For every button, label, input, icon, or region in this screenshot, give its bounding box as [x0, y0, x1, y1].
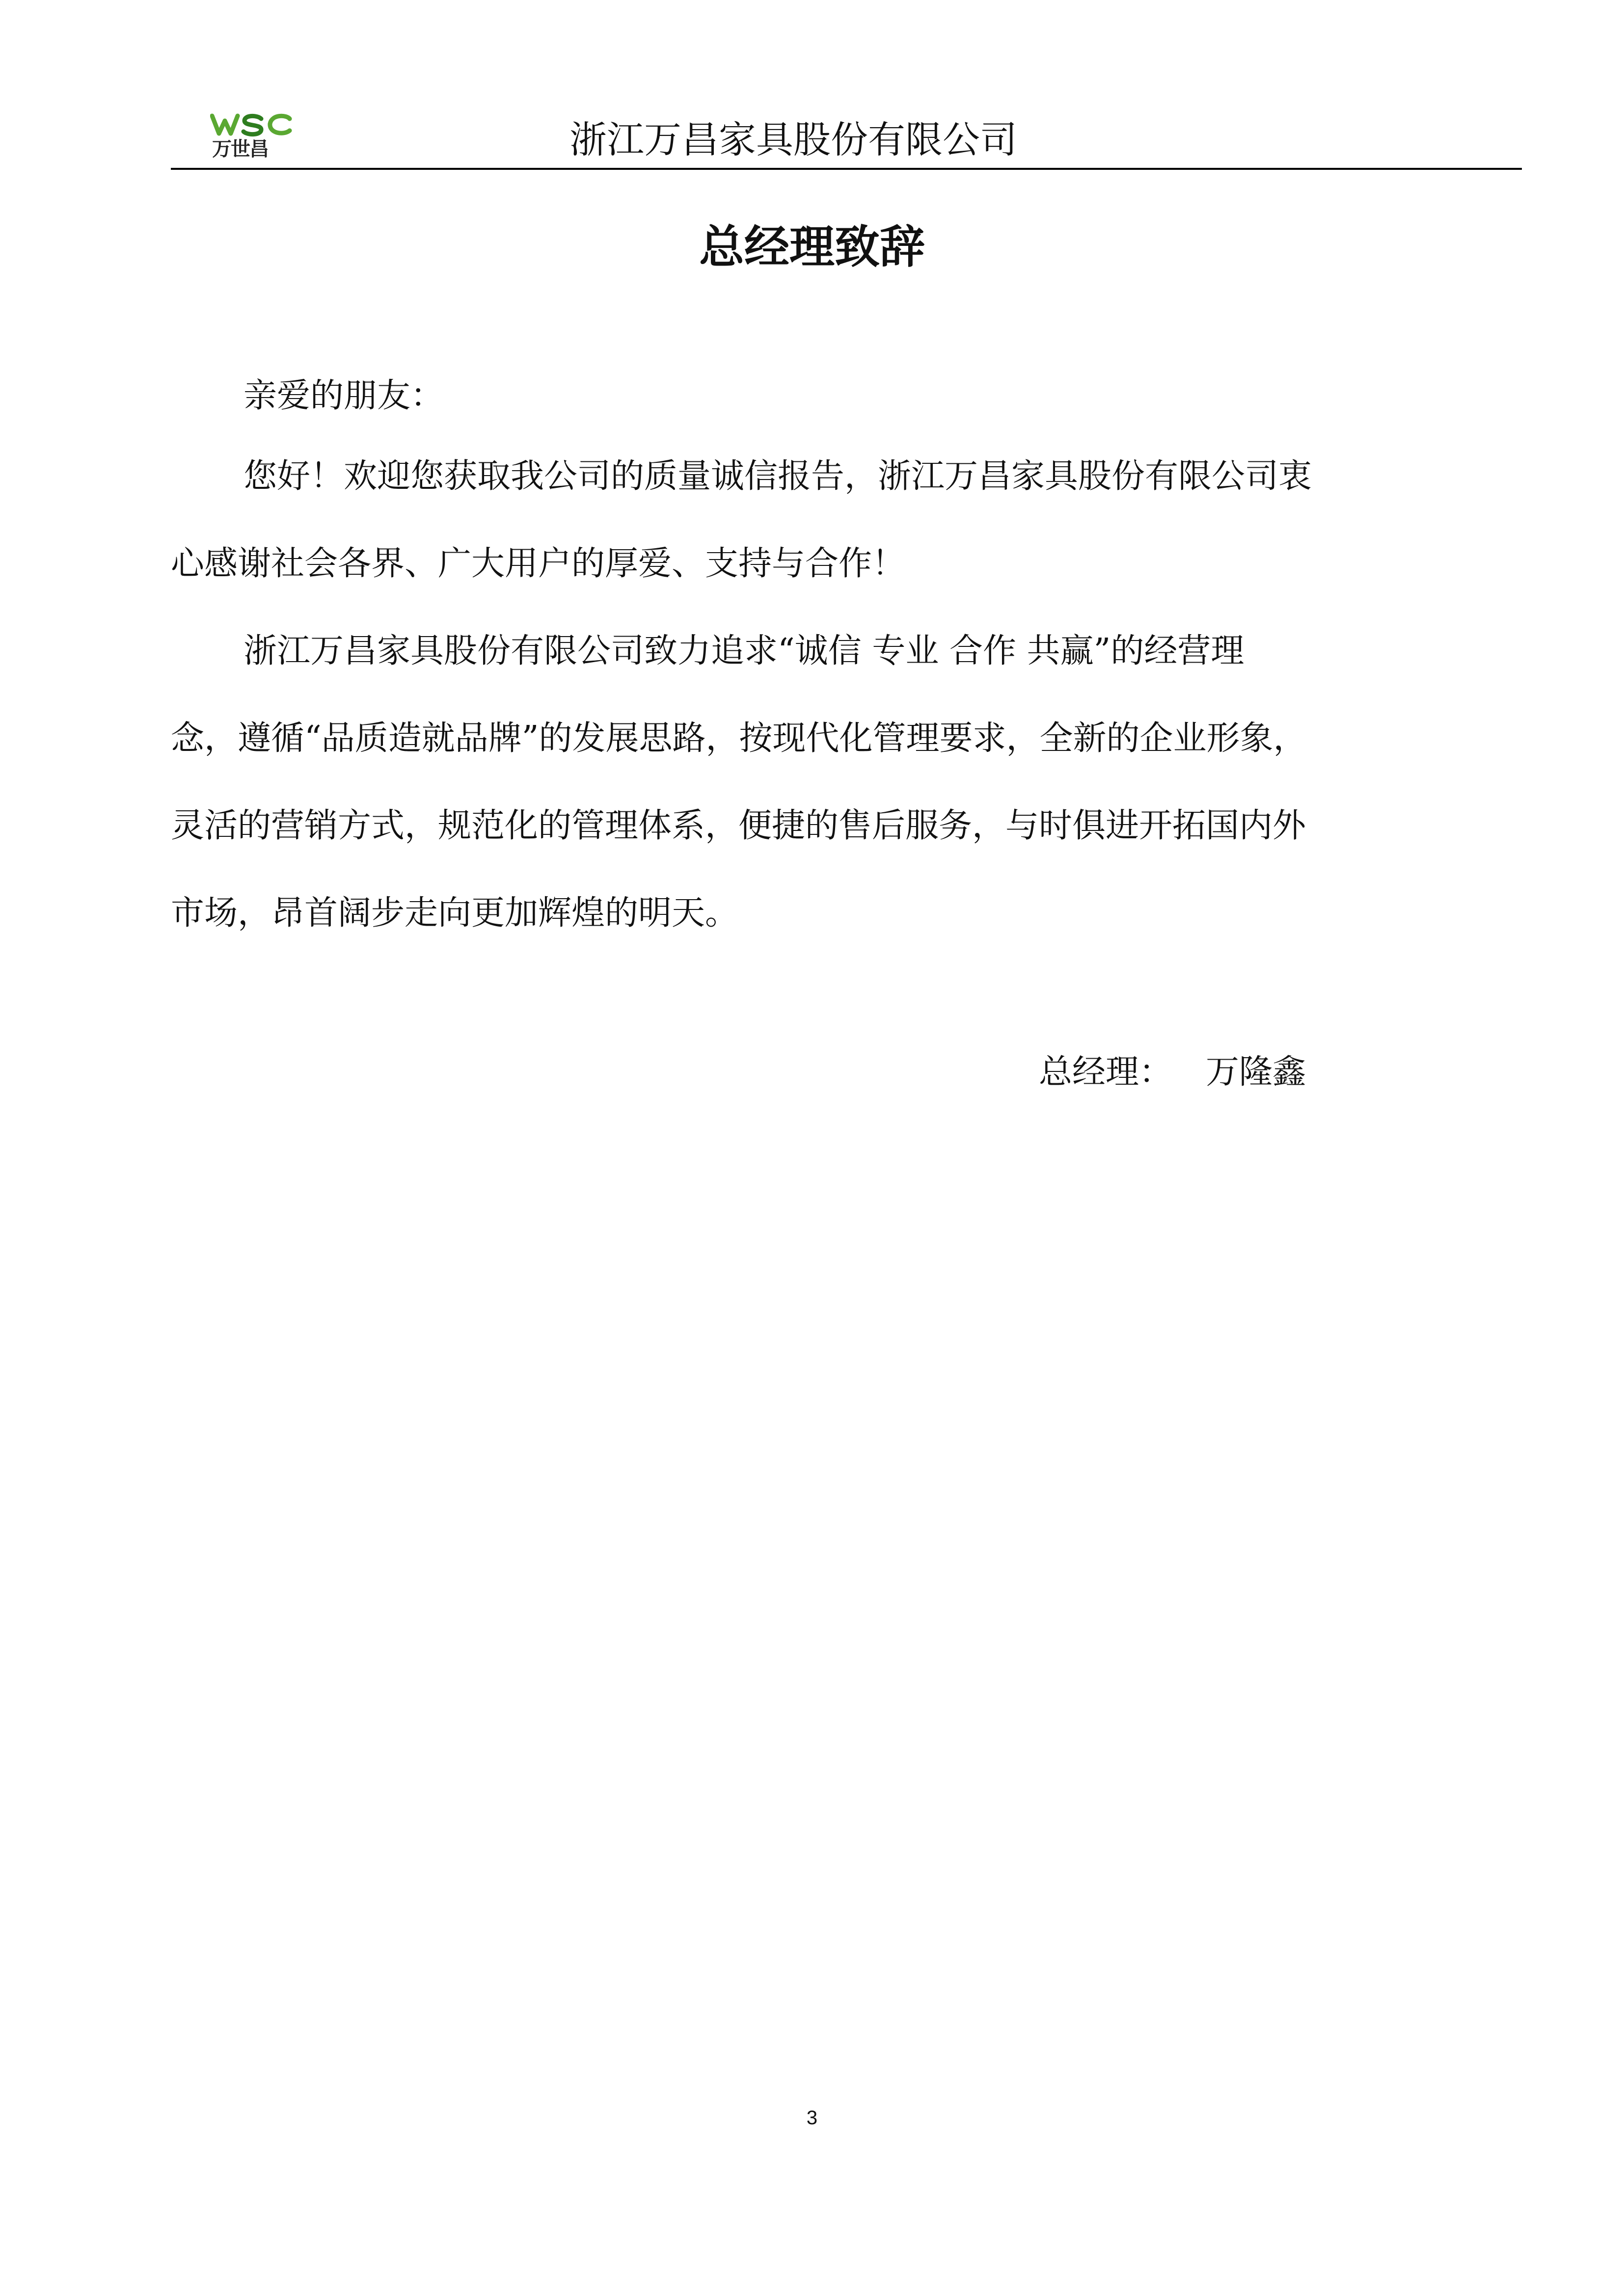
paragraph-line: 您好！欢迎您获取我公司的质量诚信报告，浙江万昌家具股份有限公司衷 — [244, 457, 1312, 496]
paragraph-line: 灵活的营销方式，规范化的管理体系，便捷的售后服务，与时俱进开拓国内外 — [171, 806, 1306, 845]
logo-text: 万世昌 — [212, 138, 268, 160]
paragraph-line: 心感谢社会各界、广大用户的厚爱、支持与合作！ — [171, 544, 906, 583]
page-header — [171, 98, 1522, 171]
paragraph-line: 市场，昂首阔步走向更加辉煌的明天。 — [171, 894, 739, 933]
header-divider — [171, 168, 1522, 170]
greeting: 亲爱的朋友： — [244, 376, 444, 415]
company-logo — [210, 113, 294, 162]
paragraph-line: 浙江万昌家具股份有限公司致力追求“诚信 专业 合作 共赢”的经营理 — [244, 632, 1245, 670]
page-number: 3 — [806, 2107, 818, 2129]
paragraph-philosophy — [171, 608, 1522, 957]
logo-mark-icon — [210, 113, 294, 137]
signature-name: 万隆鑫 — [1206, 1053, 1306, 1092]
page-title: 总经理致辞 — [699, 220, 925, 273]
signature-role: 总经理： — [1039, 1053, 1173, 1092]
paragraph-welcome — [171, 433, 1522, 608]
company-name: 浙江万昌家具股份有限公司 — [569, 118, 1017, 161]
paragraph-line: 念，遵循“品质造就品牌”的发展思路，按现代化管理要求，全新的企业形象， — [171, 719, 1307, 758]
signature — [1039, 1045, 1306, 1099]
